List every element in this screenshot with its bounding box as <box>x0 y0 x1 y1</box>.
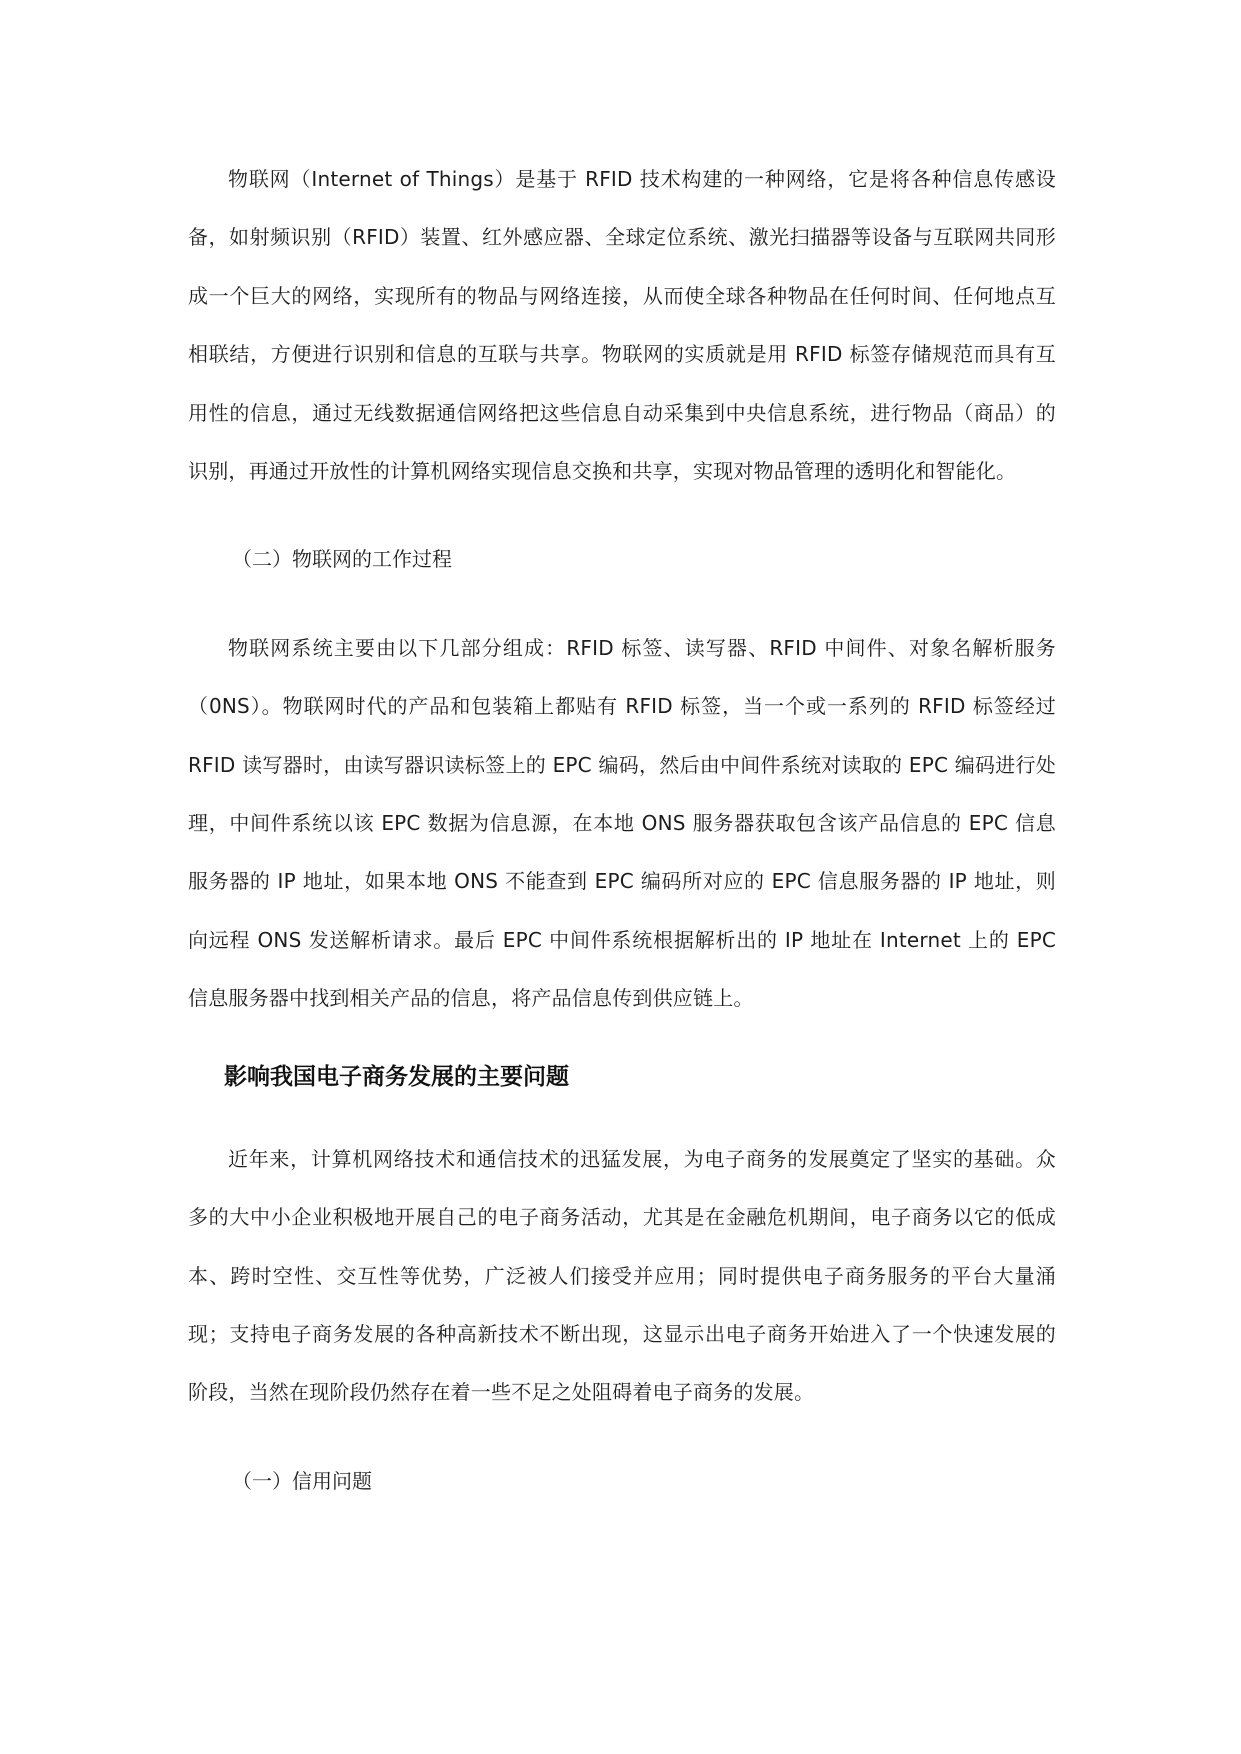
subheading-credit-issue: （一）信用问题 <box>232 1468 372 1493</box>
subheading-iot-work-process: （二）物联网的工作过程 <box>232 547 452 572</box>
document-body <box>188 150 1056 1510</box>
paragraph-iot-definition: 物联网（Internet of Things）是基于 RFID 技术构建的一种网络，它是将各种信息传感设备，如射频识别（RFID）装置、红外感应器、全球定位系统、激光扫描器等设备与互联网共同形成一个巨大的网络，实现所有的物品与网络连接，从而使全球各种物品在任何时间、任何地点互相联结，方便进行识别和信息的互联与共享。物联网的实质就是用 RFID 标签存储规范而具有互用性的信息，通过无线数据通信网络把这些信息自动采集到中央信息系统，进行物品（商品）的识别，再通过开放性的计算机网络实现信息交换和共享，实现对物品管理的透明化和智能化。 <box>188 167 1056 484</box>
paragraph-iot-components: 物联网系统主要由以下几部分组成：RFID 标签、读写器、RFID 中间件、对象名解析服务（0NS）。物联网时代的产品和包装箱上都贴有 RFID 标签，当一个或一系列的 RFID 标签经过 RFID 读写器时，由读写器识读标签上的 EPC 编码，然后由中间件系统对读取的 EPC 编码进行处理，中间件系统以该 EPC 数据为信息源，在本地 ONS 服务器获取包含该产品信息的 EPC 信息服务器的 IP 地址，如果本地 ONS 不能查到 EPC 编码所对应的 EPC 信息服务器的 IP 地址，则向远程 ONS 发送解析请求。最后 EPC 中间件系统根据解析出的 IP 地址在 Internet 上的 EPC 信息服务器中找到相关产品的信息，将产品信息传到供应链上。 <box>188 635 1056 1011</box>
paragraph-ecommerce-development: 近年来，计算机网络技术和通信技术的迅猛发展，为电子商务的发展奠定了坚实的基础。众多的大中小企业积极地开展自己的电子商务活动，尤其是在金融危机期间，电子商务以它的低成本、跨时空性、交互性等优势，广泛被人们接受并应用；同时提供电子商务服务的平台大量涌现；支持电子商务发展的各种高新技术不断出现，这显示出电子商务开始进入了一个快速发展的阶段，当然在现阶段仍然存在着一些不足之处阻碍着电子商务的发展。 <box>188 1146 1056 1405</box>
section-heading-ecommerce-issues: 影响我国电子商务发展的主要问题 <box>224 1063 569 1090</box>
